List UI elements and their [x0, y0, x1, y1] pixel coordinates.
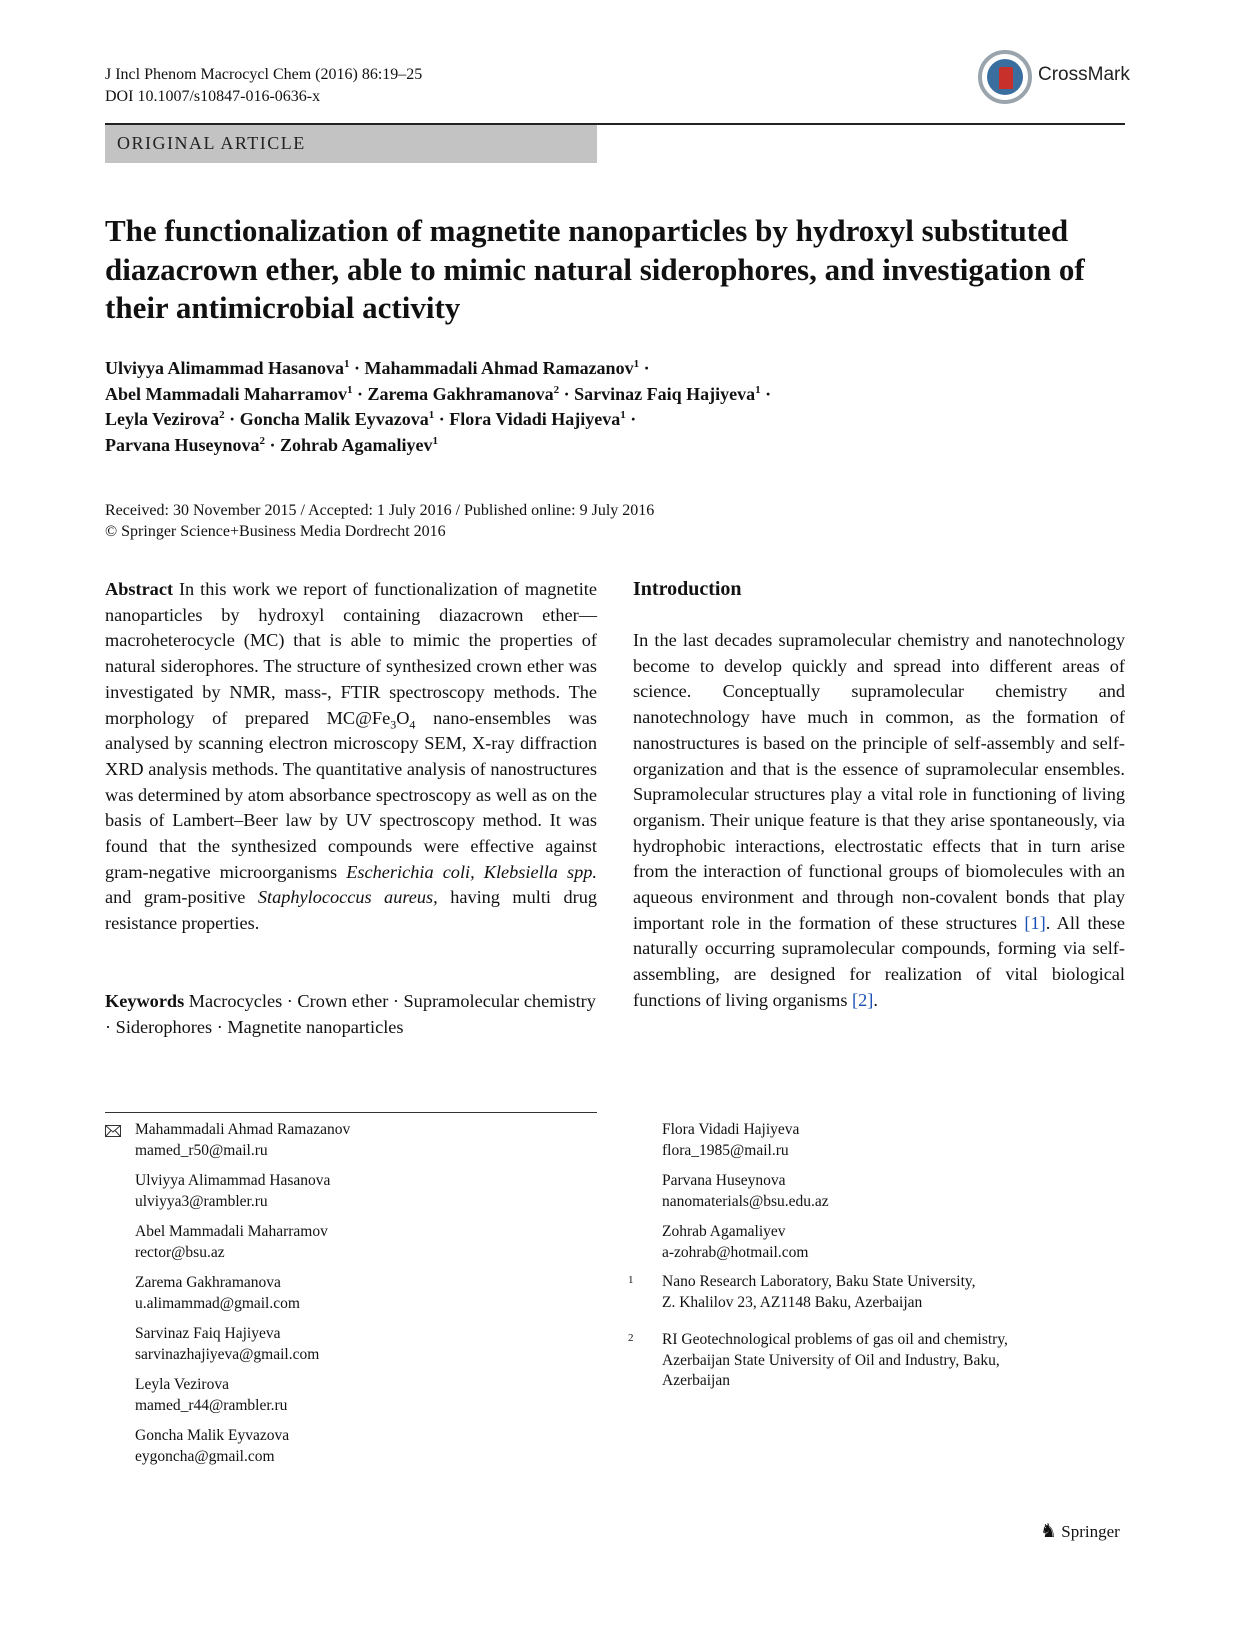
publication-dates [105, 500, 654, 542]
copyright: © Springer Science+Business Media Dordrecht 2016 [105, 523, 446, 540]
article-type: ORIGINAL ARTICLE [117, 133, 306, 153]
crossmark-icon [978, 50, 1032, 104]
contact-item: Parvana Huseynova nanomaterials@bsu.edu.az [662, 1171, 1122, 1212]
affiliation-1: 1 Nano Research Laboratory, Baku State University, Z. Khalilov 23, AZ1148 Baku, Azerbaijan [628, 1272, 1108, 1313]
email-link[interactable]: mamed_r44@rambler.ru [135, 1396, 288, 1414]
keywords-text: Macrocycles · Crown ether · Supramolecular chemistry · Siderophores · Magnetite nanoparticles [105, 991, 596, 1037]
introduction-heading: Introduction [633, 578, 742, 600]
contact-item: Ulviyya Alimammad Hasanova ulviyya3@rambler.ru [135, 1171, 595, 1212]
abstract-heading: Abstract [105, 579, 174, 599]
contact-item: Leyla Vezirova mamed_r44@rambler.ru [135, 1375, 595, 1416]
footnote-rule [105, 1112, 597, 1113]
keywords-heading: Keywords [105, 991, 185, 1011]
crossmark-badge[interactable] [978, 50, 1128, 110]
affiliation-number: 2 [628, 1332, 634, 1344]
author[interactable]: Sarvinaz Faiq Hajiyeva$^1$ [574, 383, 761, 404]
publisher-name: Springer [1061, 1522, 1120, 1541]
author[interactable]: Abel Mammadali Maharramov$^1$ [105, 383, 353, 404]
email-link[interactable]: u.alimammad@gmail.com [135, 1294, 300, 1312]
email-link[interactable]: rector@bsu.az [135, 1243, 225, 1261]
author[interactable]: Flora Vidadi Hajiyeva$^1$ [449, 409, 626, 429]
author[interactable]: Zohrab Agamaliyev$^1$ [280, 434, 439, 455]
reference-link[interactable]: [1] [1024, 912, 1046, 933]
author[interactable]: Leyla Vezirova$^2$ [105, 409, 225, 429]
author[interactable]: Goncha Malik Eyvazova$^1$ [239, 409, 435, 429]
article-type-banner [105, 125, 597, 163]
reference-link[interactable]: [2] [852, 989, 874, 1010]
envelope-icon [105, 1125, 121, 1137]
contact-item: Mahammadali Ahmad Ramazanov mamed_r50@mail.ru [135, 1120, 595, 1161]
email-link[interactable]: eygoncha@gmail.com [135, 1447, 275, 1465]
email-link[interactable]: sarvinazhajiyeva@gmail.com [135, 1345, 320, 1363]
author[interactable]: Zarema Gakhramanova$^2$ [367, 383, 560, 404]
affiliation-number: 1 [628, 1274, 634, 1286]
publisher-logo [1040, 1520, 1120, 1543]
contact-item: Zohrab Agamaliyev a-zohrab@hotmail.com [662, 1222, 1122, 1263]
email-link[interactable]: flora_1985@mail.ru [662, 1141, 789, 1159]
email-link[interactable]: ulviyya3@rambler.ru [135, 1192, 268, 1210]
abstract: Abstract In this work we report of functionalization of magnetite nanoparticles by hydroxyl containing diazacrown ether—macroheterocycle (MC) that is able to mimic the properties of natural siderophores. The structure of synthesized crown ether was investigated by NMR, mass-, FTIR spectroscopy methods. The morphology of prepared $MC@Fe_3O_4$ nano-ensembles was analysed by scanning electron microscopy SEM, X-ray diffraction XRD analysis methods. The quantitative analysis of nanostructures was determined by atom absorbance spectroscopy as well as on the basis of Lambert–Beer law by UV spectroscopy method. It was found that the synthesized compounds were effective against gram-negative microorganisms Escherichia coli, Klebsiella spp. and gram-positive Staphylococcus aureus, having multi drug resistance properties. [105, 579, 597, 934]
contacts-right [662, 1120, 1122, 1273]
email-link[interactable]: nanomaterials@bsu.edu.az [662, 1192, 829, 1210]
contact-item: Abel Mammadali Maharramov rector@bsu.az [135, 1222, 595, 1263]
crossmark-label: CrossMark [1038, 64, 1130, 85]
author[interactable]: Parvana Huseynova$^2$ [105, 434, 266, 455]
journal-header [105, 64, 422, 108]
email-link[interactable]: a-zohrab@hotmail.com [662, 1243, 809, 1261]
journal-citation: J Incl Phenom Macrocycl Chem (2016) 86:19–25 [105, 66, 423, 83]
author[interactable]: Mahammadali Ahmad Ramazanov$^1$ [364, 358, 640, 378]
keywords [105, 989, 597, 1040]
author-list: Ulviyya Alimammad Hasanova$^1$ · Mahammadali Ahmad Ramazanov$^1$ · Abel Mammadali Maharramov$^1$ · Zarema Gakhramanova$^2$ · Sarvinaz Faiq Hajiyeva$^1$ · Leyla Vezirova$^2$ · Goncha Malik Eyvazova$^1$ · Flora Vidadi Hajiyeva$^1$ · Parvana Huseynova$^2$ · Zohrab Agamaliyev$^1$ [105, 358, 772, 455]
contact-item: Flora Vidadi Hajiyeva flora_1985@mail.ru [662, 1120, 1122, 1161]
contacts-left [135, 1120, 595, 1477]
contact-item: Goncha Malik Eyvazova eygoncha@gmail.com [135, 1426, 595, 1467]
springer-horse-icon: ♞ [1040, 1521, 1058, 1542]
author[interactable]: Ulviyya Alimammad Hasanova$^1$ [105, 358, 350, 378]
email-link[interactable]: mamed_r50@mail.ru [135, 1141, 268, 1159]
journal-doi[interactable]: DOI 10.1007/s10847-016-0636-x [105, 88, 321, 105]
affiliation-2: 2 RI Geotechnological problems of gas oil and chemistry, Azerbaijan State University of Oil and Industry, Baku, Azerbaijan [628, 1330, 1108, 1392]
contact-item: Sarvinaz Faiq Hajiyeva sarvinazhajiyeva@gmail.com [135, 1324, 595, 1365]
article-title: The functionalization of magnetite nanoparticles by hydroxyl substituted diazacrown ether, able to mimic natural siderophores, and investigation of their antimicrobial activity [105, 213, 1085, 325]
contact-item: Zarema Gakhramanova u.alimammad@gmail.com [135, 1273, 595, 1314]
introduction-body: In the last decades supramolecular chemistry and nanotechnology become to develop quickly and spread into different areas of science. Conceptually supramolecular chemistry and nanotechnology have much in common, as the formation of nanostructures is based on the principle of self-assembly and self-organization and that is the essence of supramolecular ensembles. Supramolecular structures play a vital role in functioning of living organism. Their unique feature is that they arise spontaneously, via hydrophobic interactions, electrostatic effects that in turn arise from the interaction of functional groups of biomolecules with an aqueous environment and through non-covalent bonds that play important role in the formation of these structures [1]. All these naturally occurring supramolecular compounds, forming via self-assembling, are designed for realization of vital biological functions of living organisms [2]. [633, 630, 1126, 1010]
dates-line: Received: 30 November 2015 / Accepted: 1 July 2016 / Published online: 9 July 2016 [105, 502, 655, 519]
